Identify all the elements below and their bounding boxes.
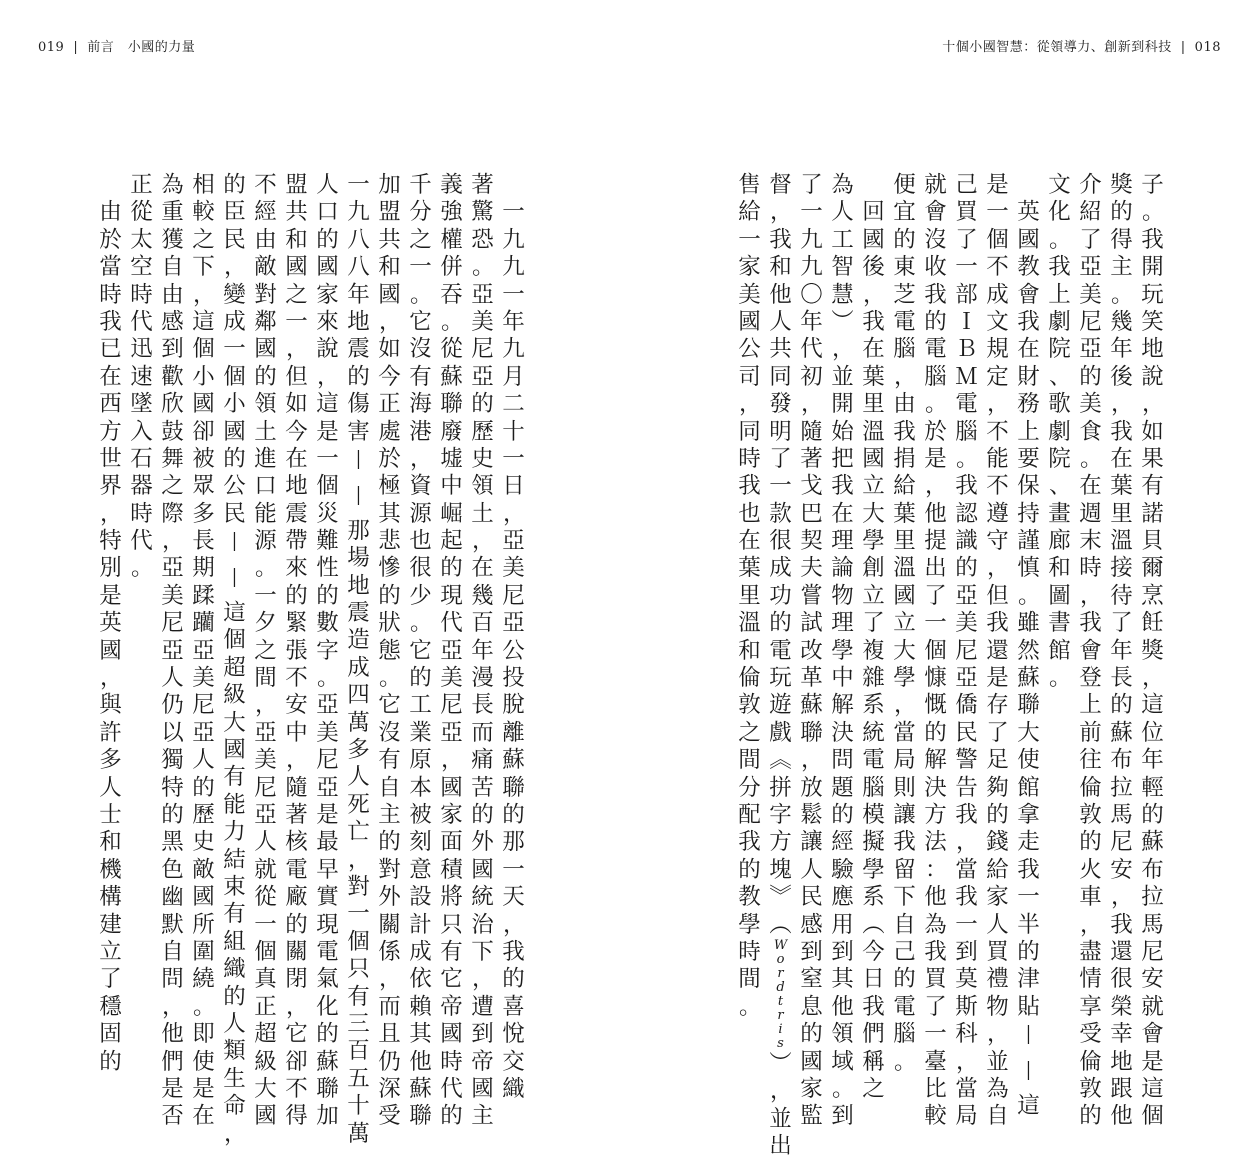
text-column: 己 買 了 一 部 Ｉ Ｂ Ｍ 電 腦 。 我 認 識 的 亞 美 尼 亞 僑 民 警 告 我 ， 當 我 一 到 莫 斯 科 ， 當 局 <box>955 172 979 1130</box>
left-page-number: 019 <box>38 40 65 55</box>
text-column: 正 從 太 空 時 代 迅 速 墜 入 石 器 時 代 。 <box>130 172 154 582</box>
right-page-number: 018 <box>1194 40 1221 55</box>
left-page-header <box>38 36 195 55</box>
text-column: 相 較 之 下 ， 這 個 小 國 卻 被 眾 多 長 期 蹂 躪 亞 美 尼 亞 人 的 歷 史 敵 國 所 圍 繞 。 即 使 是 在 <box>192 172 216 1130</box>
text-column: 便 宜 的 東 芝 電 腦 ， 由 我 捐 給 葉 里 溫 國 立 大 學 ， 當 局 則 讓 我 留 下 自 己 的 電 腦 。 <box>893 172 917 1075</box>
text-column: 一 九 八 八 年 地 震 的 傷 害 │ │ 那 場 地 震 造 成 四 萬 多 人 死 亡 ， 對 一 個 只 有 三 百 五 十 萬 <box>347 172 371 1147</box>
header-divider: | <box>73 40 79 55</box>
text-column: 為 重 獲 自 由 感 到 歡 欣 鼓 舞 之 際 ， 亞 美 尼 亞 人 仍 以 獨 特 的 黑 色 幽 默 自 問 ， 他 們 是 否 <box>161 172 185 1130</box>
text-column: 人 口 的 國 家 來 說 ， 這 是 一 個 災 難 性 的 數 字 。 亞 美 尼 亞 是 最 早 實 現 電 氣 化 的 蘇 聯 加 <box>316 172 340 1130</box>
left-page-body <box>99 172 528 1147</box>
text-column: 獎 的 得 主 。 幾 年 後 ， 我 在 葉 里 溫 接 待 了 年 長 的 蘇 布 拉 馬 尼 安 ， 我 還 很 榮 幸 地 跟 他 <box>1110 172 1134 1130</box>
text-column: 介 紹 了 亞 美 尼 亞 的 美 食 。 在 週 末 時 ， 我 會 登 上 前 往 倫 敦 的 火 車 ， 盡 情 享 受 倫 敦 的 <box>1079 172 1103 1130</box>
text-column: 千 分 之 一 。 它 沒 有 海 港 ， 資 源 也 很 少 。 它 的 工 業 原 本 被 刻 意 設 計 成 依 賴 其 他 蘇 聯 <box>409 172 433 1130</box>
text-column: 督 ， 我 和 他 人 共 同 發 明 了 一 款 很 成 功 的 電 玩 遊 戲 ︽ 拼 字 方 塊 ︾ ︵ W o r d t r i s ︶ ， 並 出 <box>769 172 793 1160</box>
right-page-header <box>942 36 1221 55</box>
text-column: 回 國 後 ， 我 在 葉 里 溫 國 立 大 學 創 立 了 複 雜 系 統 電 腦 模 擬 學 系 ︵ 今 日 我 們 稱 之 <box>862 199 886 1102</box>
text-column: 義 強 權 併 吞 。 從 蘇 聯 廢 墟 中 崛 起 的 現 代 亞 美 尼 亞 ， 國 家 面 積 將 只 有 它 帝 國 時 代 的 <box>440 172 464 1130</box>
text-column: 子 。 我 開 玩 笑 地 說 ， 如 果 有 諾 貝 爾 烹 飪 獎 ， 這 位 年 輕 的 蘇 布 拉 馬 尼 安 就 會 是 這 個 <box>1141 172 1165 1130</box>
header-divider: | <box>1180 40 1186 55</box>
text-column: 文 化 。 我 上 劇 院 、 歌 劇 院 、 畫 廊 和 圖 書 館 。 <box>1048 172 1072 692</box>
text-column: 售 給 一 家 美 國 公 司 ， 同 時 我 也 在 葉 里 溫 和 倫 敦 之 間 分 配 我 的 教 學 時 間 。 <box>738 172 762 1020</box>
right-page-body <box>736 172 1167 1160</box>
text-column: 就 會 沒 收 我 的 電 腦 。 於 是 ， 他 提 出 了 一 個 慷 慨 的 解 決 方 法 ： 他 為 我 買 了 一 臺 比 較 <box>924 172 948 1130</box>
text-column: 盟 共 和 國 之 一 ， 但 如 今 在 地 震 帶 來 的 緊 張 不 安 中 ， 隨 著 核 電 廠 的 關 閉 ， 它 卻 不 得 <box>285 172 309 1130</box>
text-column: 是 一 個 不 成 文 規 定 ， 不 能 不 遵 守 ， 但 我 還 是 存 了 足 夠 的 錢 給 家 人 買 禮 物 ， 並 為 自 <box>986 172 1010 1130</box>
text-column: 著 驚 恐 。 亞 美 尼 亞 的 歷 史 領 土 ， 在 幾 百 年 漫 長 而 痛 苦 的 外 國 統 治 下 ， 遭 到 帝 國 主 <box>471 172 495 1130</box>
text-column: 的 臣 民 ， 變 成 一 個 小 國 的 公 民 │ │ 這 個 超 級 大 國 有 能 力 結 束 有 組 織 的 人 類 生 命 ， <box>223 172 247 1147</box>
text-column: 為 人 工 智 慧 ︶ ， 並 開 始 把 我 在 理 論 物 理 學 中 解 決 問 題 的 經 驗 應 用 到 其 他 領 域 。 到 <box>831 172 855 1130</box>
text-column: 加 盟 共 和 國 ， 如 今 正 處 於 極 其 悲 慘 的 狀 態 。 它 沒 有 自 主 的 對 外 關 係 ， 而 且 仍 深 受 <box>378 172 402 1130</box>
text-column: 了 一 九 九 〇 年 代 初 ， 隨 著 戈 巴 契 夫 嘗 試 改 革 蘇 聯 ， 放 鬆 讓 人 民 感 到 窒 息 的 國 家 監 <box>800 172 824 1130</box>
text-column: 由 於 當 時 我 已 在 西 方 世 界 ， 特 別 是 英 國 ， 與 許 多 人 士 和 機 構 建 立 了 穩 固 的 <box>99 199 123 1075</box>
text-column: 不 經 由 敵 對 鄰 國 的 領 土 進 口 能 源 。 一 夕 之 間 ， 亞 美 尼 亞 人 就 從 一 個 真 正 超 級 大 國 <box>254 172 278 1130</box>
right-book-title: 十個小國智慧：從領導力、創新到科技 <box>942 40 1172 55</box>
left-chapter-title: 前言 小國的力量 <box>87 40 196 55</box>
text-column: 一 九 九 一 年 九 月 二 十 一 日 ， 亞 美 尼 亞 公 投 脫 離 蘇 聯 的 那 一 天 ， 我 的 喜 悅 交 織 <box>502 199 526 1102</box>
text-column: 英 國 教 會 我 在 財 務 上 要 保 持 謹 慎 。 雖 然 蘇 聯 大 使 館 拿 走 我 一 半 的 津 貼 │ │ 這 <box>1017 199 1041 1120</box>
